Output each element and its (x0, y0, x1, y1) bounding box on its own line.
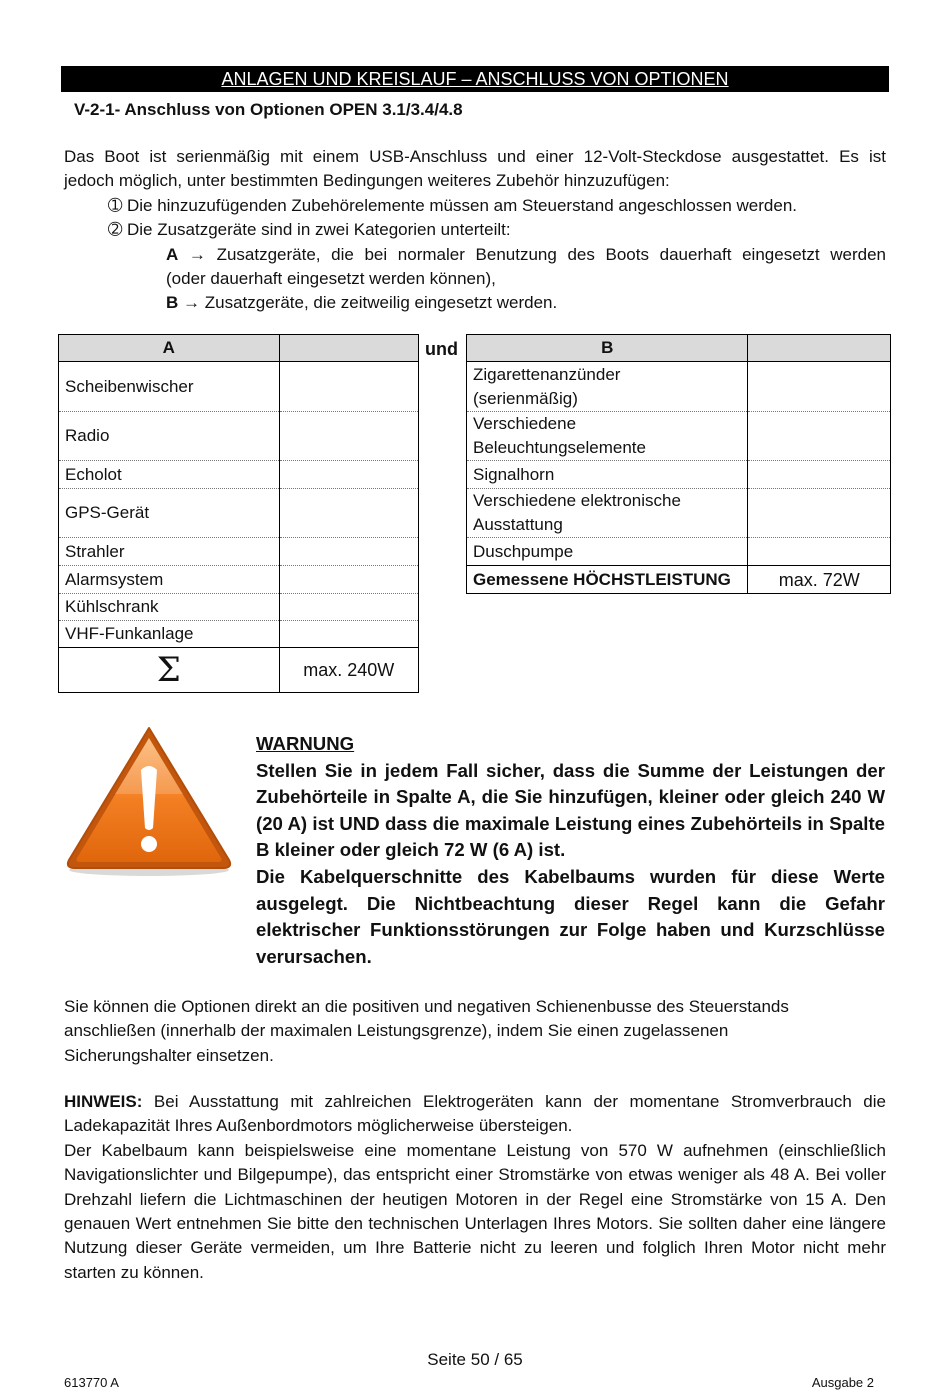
table-a-cell-empty (279, 621, 419, 648)
intro-line-1: Das Boot ist serienmäßig mit einem USB-Anschluss und einer 12-Volt-Steckdose ausgestattet. Es ist (64, 147, 886, 166)
table-b-cell-empty (748, 538, 891, 566)
table-a-sum-value: max. 240W (279, 648, 419, 693)
warning-block (256, 731, 885, 970)
warning-triangle-icon (63, 720, 235, 882)
table-b-header: B (467, 335, 748, 362)
edition-label: Ausgabe 2 (811, 1375, 874, 1390)
sum-symbol: Σ (59, 648, 280, 693)
category-a-line-2: (oder dauerhaft eingesetzt werden können), (166, 269, 496, 289)
note-text: Bei Ausstattung mit zahlreichen Elektrogeräten kann der momentane Stromverbrauch die Ladekapazität Ihres Außenbordmotors möglicherweise übersteigen. (64, 1092, 886, 1136)
table-b-header-empty (748, 335, 891, 362)
table-b-cell-empty (748, 489, 891, 538)
table-a-cell-empty (279, 412, 419, 461)
section-header (61, 66, 889, 92)
note-paragraph-2: Der Kabelbaum kann beispielsweise eine momentane Leistung von 570 W aufnehmen (einschließlich Navigationslichter und Bilgepumpe), das entspricht einer Stromstärke von etwas weniger als 48 A. Bei voller Drehzahl liefern die Lichtmaschinen der heutigen Motoren in der Regel eine Stromstärke von 15 A. Den genauen Wert entnehmen Sie bitte den technischen Unterlagen Ihres Motors. Sie sollten daher eine längere Nutzung dieser Geräte vermeiden, um Ihre Batterie nicht zu leeren und folglich Ihren Motor nicht mehr starten zu können. (64, 1140, 886, 1282)
table-a-row: VHF-Funkanlage (59, 621, 280, 648)
options-line-2: anschließen (innerhalb der maximalen Leistungsgrenze), indem Sie einen zugelassenen (64, 1021, 729, 1041)
category-a-line-1 (64, 243, 886, 267)
table-a-row: Scheibenwischer (59, 362, 280, 412)
table-a (58, 334, 419, 693)
section-title: ANLAGEN UND KREISLAUF – ANSCHLUSS VON OPTIONEN (221, 69, 729, 89)
intro-item-2: ➁ Die Zusatzgeräte sind in zwei Kategorien unterteilt: (108, 220, 511, 240)
warning-paragraph-1: Stellen Sie in jedem Fall sicher, dass die Summe der Leistungen der Zubehörteile in Spalte A, die Sie hinzufügen, kleiner oder gleich 240 W (20 A) ist UND dass die maximale Leistung eines Zubehörteils in Spalte B kleiner oder gleich 72 W (6 A) ist. (256, 759, 885, 861)
note-block (64, 1090, 886, 1285)
table-a-row: Strahler (59, 538, 280, 566)
table-a-row: Echolot (59, 461, 280, 489)
table-b-row-line: (serienmäßig) (473, 388, 578, 408)
table-b-max-value: max. 72W (748, 566, 891, 594)
und-label: und (425, 339, 458, 359)
document-number: 613770 A (64, 1375, 119, 1390)
table-b-cell-empty (748, 362, 891, 412)
table-b-row: Duschpumpe (467, 538, 748, 566)
table-a-cell-empty (279, 362, 419, 412)
intro-text (64, 145, 886, 316)
table-a-cell-empty (279, 538, 419, 566)
table-b-row-line: Beleuchtungselemente (473, 438, 646, 457)
subsection-title: V-2-1- Anschluss von Optionen OPEN 3.1/3.4/4.8 (74, 100, 463, 119)
category-a-text: → Zusatzgeräte, die bei normaler Benutzung des Boots dauerhaft eingesetzt werden (178, 244, 886, 264)
table-b-row (467, 412, 748, 461)
note-paragraph-1 (64, 1090, 886, 1139)
page-number: Seite 50 / 65 (427, 1350, 523, 1369)
category-b-text: → Zusatzgeräte, die zeitweilig eingesetzt werden. (178, 293, 558, 313)
category-a-letter: A (166, 244, 179, 264)
table-b (466, 334, 891, 594)
table-a-row: Alarmsystem (59, 566, 280, 594)
icon-exclamation-dot (141, 836, 157, 852)
note-label: HINWEIS: (64, 1092, 143, 1111)
intro-line-2: jedoch möglich, unter bestimmten Bedingungen weiteres Zubehör hinzuzufügen: (64, 171, 670, 191)
table-a-row: Kühlschrank (59, 594, 280, 621)
table-b-max-label: Gemessene HÖCHSTLEISTUNG (467, 566, 748, 594)
options-line-3: Sicherungshalter einsetzen. (64, 1045, 274, 1065)
table-a-row: Radio (59, 412, 280, 461)
warning-title: WARNUNG (256, 733, 355, 754)
table-b-row (467, 362, 748, 412)
table-a-header-empty (279, 335, 419, 362)
table-b-row-line: Ausstattung (473, 515, 563, 534)
table-b-row (467, 489, 748, 538)
table-a-cell-empty (279, 594, 419, 621)
category-b-line (64, 291, 886, 315)
warning-paragraph-2: Die Kabelquerschnitte des Kabelbaums wurden für diese Werte ausgelegt. Die Nichtbeachtung dieser Regel kann die Gefahr elektrischer Funktionsstörungen zur Folge haben und Kurzschlüsse verursachen. (256, 865, 885, 967)
options-line-1: Sie können die Optionen direkt an die positiven und negativen Schienenbusse des Steuerstands (64, 997, 789, 1016)
table-b-row-line: Zigarettenanzünder (473, 364, 621, 384)
table-b-row: Signalhorn (467, 461, 748, 489)
table-a-row: GPS-Gerät (59, 489, 280, 538)
table-a-header: A (59, 335, 280, 362)
intro-item-1: ➀ Die hinzuzufügenden Zubehörelemente müssen am Steuerstand angeschlossen werden. (108, 195, 797, 215)
table-b-row-line: Verschiedene elektronische (473, 491, 681, 510)
table-b-row-line: Verschiedene (473, 414, 577, 433)
table-b-cell-empty (748, 461, 891, 489)
table-b-cell-empty (748, 412, 891, 461)
table-a-cell-empty (279, 489, 419, 538)
options-text (64, 995, 886, 1068)
table-a-cell-empty (279, 461, 419, 489)
category-b-letter: B (166, 293, 179, 313)
table-a-cell-empty (279, 566, 419, 594)
